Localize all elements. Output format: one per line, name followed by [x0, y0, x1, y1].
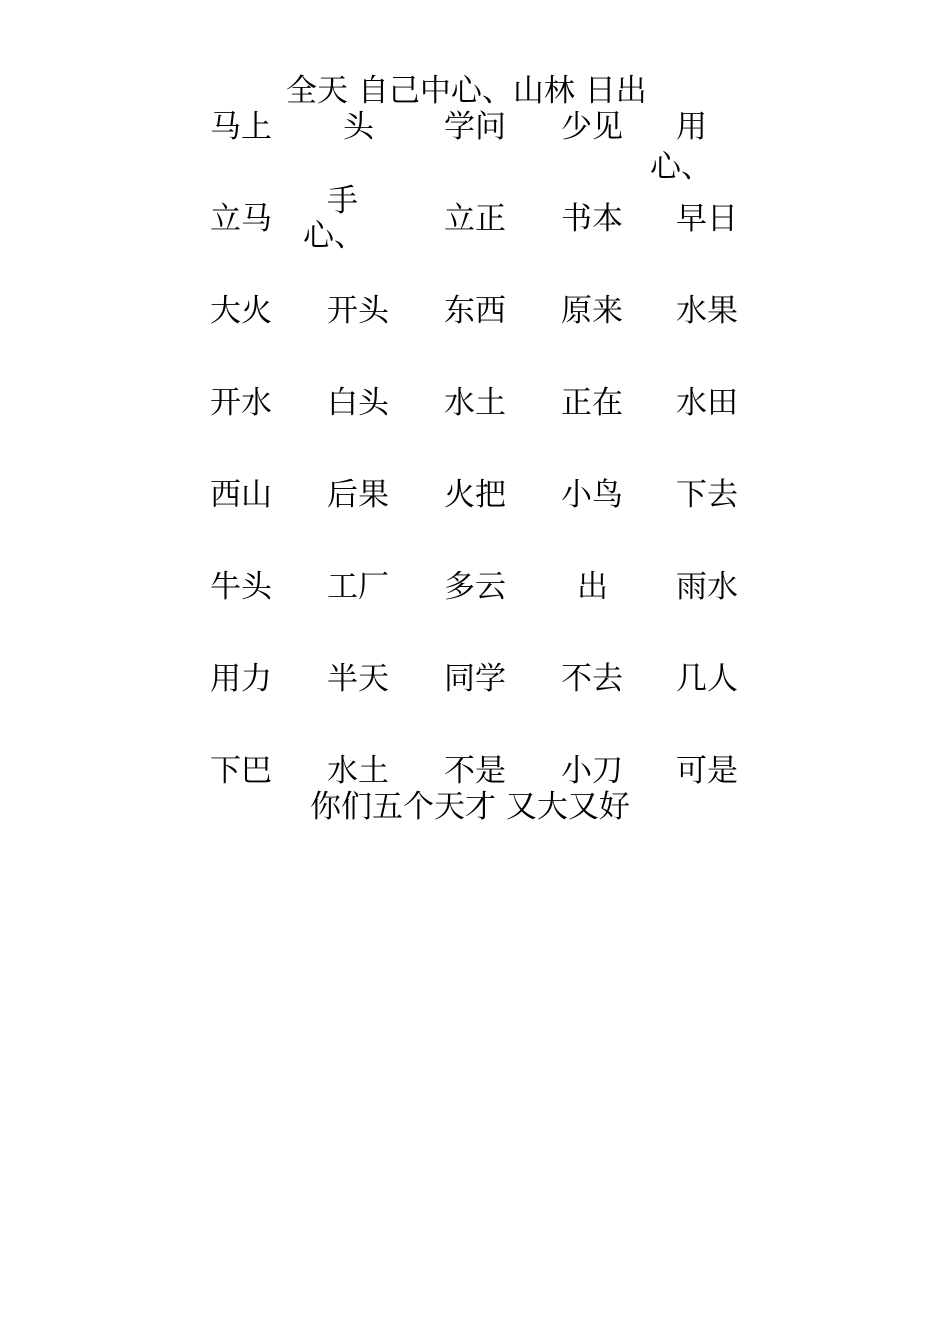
word-r6-c5: 雨水 — [676, 569, 738, 605]
footer-line: 你们五个天才 又大又好 — [310, 789, 630, 825]
word-r4-c2: 白头 — [327, 385, 389, 421]
word-r1-c4: 少见 — [561, 109, 623, 145]
word-r2-c1: 立马 — [210, 201, 272, 237]
word-r3-c4: 原来 — [561, 293, 623, 329]
word-r5-c2: 后果 — [327, 477, 389, 513]
word-r3-c1: 大火 — [210, 293, 272, 329]
word-r6-c3: 多云 — [444, 569, 506, 605]
word-r3-c5: 水果 — [676, 293, 738, 329]
word-r4-c4: 正在 — [561, 385, 623, 421]
word-r6-c2: 工厂 — [327, 569, 389, 605]
word-r2-c5: 早日 — [676, 201, 738, 237]
word-r8-c2: 水土 — [327, 753, 389, 789]
word-r1-c3: 学问 — [444, 109, 506, 145]
word-r3-c2: 开头 — [327, 293, 389, 329]
word-r1-c1: 马上 — [210, 109, 272, 145]
word-r7-c2: 半天 — [327, 661, 389, 697]
word-r5-c1: 西山 — [210, 477, 272, 513]
header-line: 全天 自己中心、山林 日出 — [286, 73, 647, 109]
word-r2-c3: 立正 — [444, 201, 506, 237]
word-r1-c5: 用 — [676, 109, 707, 145]
word-r1-c2: 头 — [343, 109, 374, 145]
clipped-fragment: 心、 — [650, 149, 712, 185]
word-r8-c4: 小刀 — [561, 753, 623, 789]
word-r2-c2: 手 — [327, 183, 358, 219]
word-r5-c4: 小鸟 — [561, 477, 623, 513]
word-r5-c5: 下去 — [676, 477, 738, 513]
word-r5-c3: 火把 — [444, 477, 506, 513]
word-r7-c5: 几人 — [676, 661, 738, 697]
word-r2-c4: 书本 — [561, 201, 623, 237]
word-r2-c2-fragment: 心、 — [303, 218, 365, 254]
word-r6-c1: 牛头 — [210, 569, 272, 605]
clipped-fragment-box — [650, 149, 712, 185]
word-r7-c1: 用力 — [210, 661, 272, 697]
word-r8-c3: 不是 — [444, 753, 506, 789]
word-r4-c1: 开水 — [210, 385, 272, 421]
word-r3-c3: 东西 — [444, 293, 506, 329]
word-r6-c4: 出 — [577, 569, 608, 605]
word-r7-c4: 不去 — [561, 661, 623, 697]
word-r4-c3: 水土 — [444, 385, 506, 421]
word-r4-c5: 水田 — [676, 385, 738, 421]
word-r8-c1: 下巴 — [210, 753, 272, 789]
word-r7-c3: 同学 — [444, 661, 506, 697]
word-r8-c5: 可是 — [676, 753, 738, 789]
